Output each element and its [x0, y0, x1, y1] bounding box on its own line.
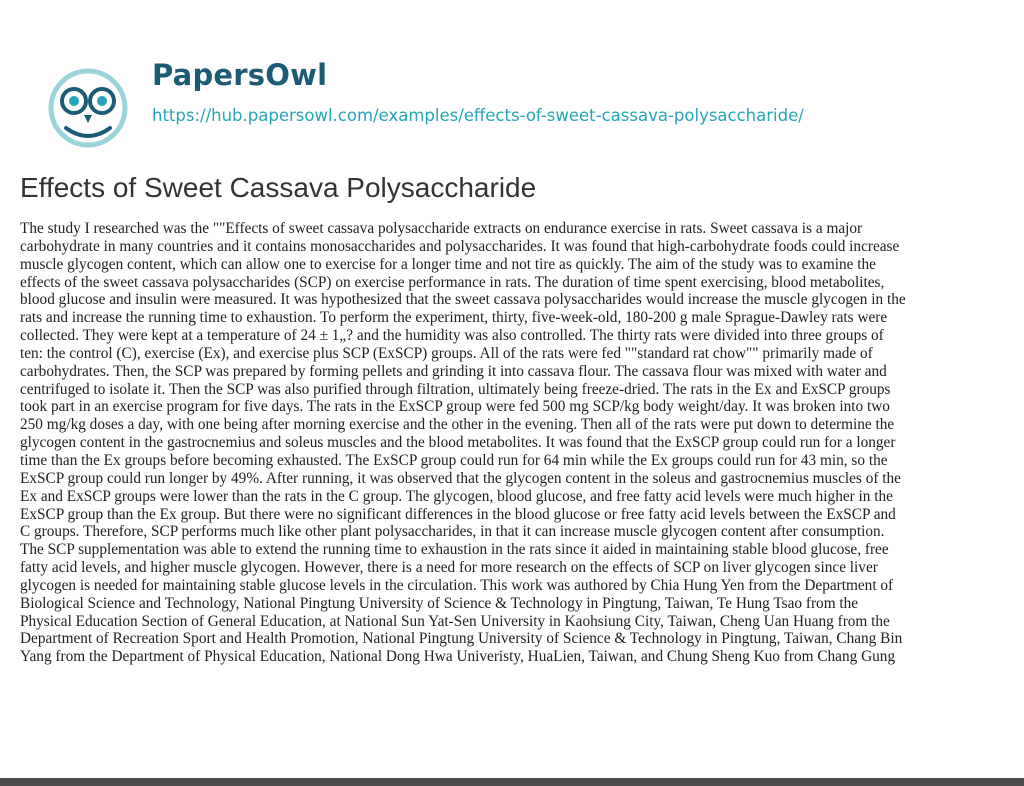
article-line: glycogen content in the gastrocnemius and soleus muscles and the blood metabolites. It was found that the ExSCP group could run for a longer — [20, 434, 896, 452]
article-line: muscle glycogen content, which can allow one to exercise for a longer time and not tire as quickly. The aim of the study was to examine the — [20, 255, 876, 273]
article-line: 250 mg/kg doses a day, with one being after morning exercise and the other in the evening. Then all of the rats were put down to determine the — [20, 416, 895, 434]
article-line: rats and increase the running time to exhaustion. To perform the experiment, thirty, five-week-old, 180-200 g male Sprague-Dawley rats were — [20, 309, 888, 327]
article-line: fatty acid levels, and higher muscle glycogen. However, there is a need for more research on the effects of SCP on liver glycogen since liver — [20, 559, 878, 577]
article-line: collected. They were kept at a temperature of 24 ± 1„? and the humidity was also controlled. The thirty rats were divided into three groups of — [20, 327, 884, 345]
site-header — [0, 0, 1024, 160]
article-line: carbohydrate in many countries and it contains monosaccharides and polysaccharides. It was found that high-carbohydrate foods could increase — [20, 237, 900, 255]
article-line: ten: the control (C), exercise (Ex), and exercise plus SCP (ExSCP) groups. All of the rats were fed ""standard rat chow"" primarily made of — [20, 344, 873, 362]
article-line: ExSCP group could run longer by 49%. After running, it was observed that the glycogen content in the soleus and gastrocnemius muscles of the — [20, 469, 901, 487]
article-line: effects of the sweet cassava polysaccharides (SCP) on exercise performance in rats. The duration of time spent exercising, blood metabolites, — [20, 273, 885, 291]
article-line: Physical Education Section of General Education, at National Sun Yat-Sen University in Kaohsiung City, Taiwan, Cheng Uan Huang from the — [20, 612, 890, 630]
source-url-link[interactable]: https://hub.papersowl.com/examples/effects-of-sweet-cassava-polysaccharide/ — [152, 106, 804, 125]
article-line: Yang from the Department of Physical Education, National Dong Hwa Univeristy, HuaLien, Taiwan, and Chung Sheng Kuo from Chang Gung — [20, 648, 896, 666]
article-line: C groups. Therefore, SCP performs much like other plant polysaccharides, in that it can increase muscle glycogen content after consumption. — [20, 523, 885, 541]
article-line: ExSCP group than the Ex group. But there were no significant differences in the blood glucose or free fatty acid levels between the ExSCP and — [20, 505, 896, 523]
article-line: The study I researched was the ""Effects of sweet cassava polysaccharide extracts on endurance exercise in rats. Sweet cassava is a major — [20, 220, 863, 237]
article-line: glycogen is needed for maintaining stable glucose levels in the circulation. This work was authored by Chia Hung Yen from the Department of — [20, 576, 894, 594]
page-title: Effects of Sweet Cassava Polysaccharide — [20, 172, 537, 203]
owl-logo-icon — [48, 68, 138, 154]
article-line: Biological Science and Technology, National Pingtung University of Science & Technology in Pingtung, Taiwan, Te Hung Tsao from the — [20, 594, 859, 612]
article-line: Department of Recreation Sport and Health Promotion, National Pingtung University of Science & Technology in Pingtung, Taiwan, Chang Bin — [20, 630, 903, 648]
article-line: Ex and ExSCP groups were lower than the rats in the C group. The glycogen, blood glucose, and free fatty acid levels were much higher in the — [20, 487, 893, 505]
article-body — [20, 220, 1010, 666]
bottom-bar — [0, 778, 1024, 786]
article-line: centrifuged to isolate it. Then the SCP was also purified through filtration, ultimately being freeze-dried. The rats in the Ex and ExSCP groups — [20, 380, 891, 398]
article-line: took part in an exercise program for five days. The rats in the ExSCP group were fed 500 mg SCP/kg body weight/day. It was broken into two — [20, 398, 890, 416]
article-line: blood glucose and insulin were measured. It was hypothesized that the sweet cassava polysaccharides would increase the muscle glycogen in the — [20, 291, 906, 309]
article-line: carbohydrates. Then, the SCP was prepared by forming pellets and grinding it into cassava flour. The cassava flour was mixed with water and — [20, 362, 887, 380]
article-line: The SCP supplementation was able to extend the running time to exhaustion in the rats since it aided in maintaining stable blood glucose, free — [20, 541, 889, 559]
article-line: time than the Ex groups before becoming exhausted. The ExSCP group could run for 64 min while the Ex groups could run for 43 min, so the — [20, 451, 888, 469]
brand-name[interactable]: PapersOwl — [152, 58, 328, 92]
